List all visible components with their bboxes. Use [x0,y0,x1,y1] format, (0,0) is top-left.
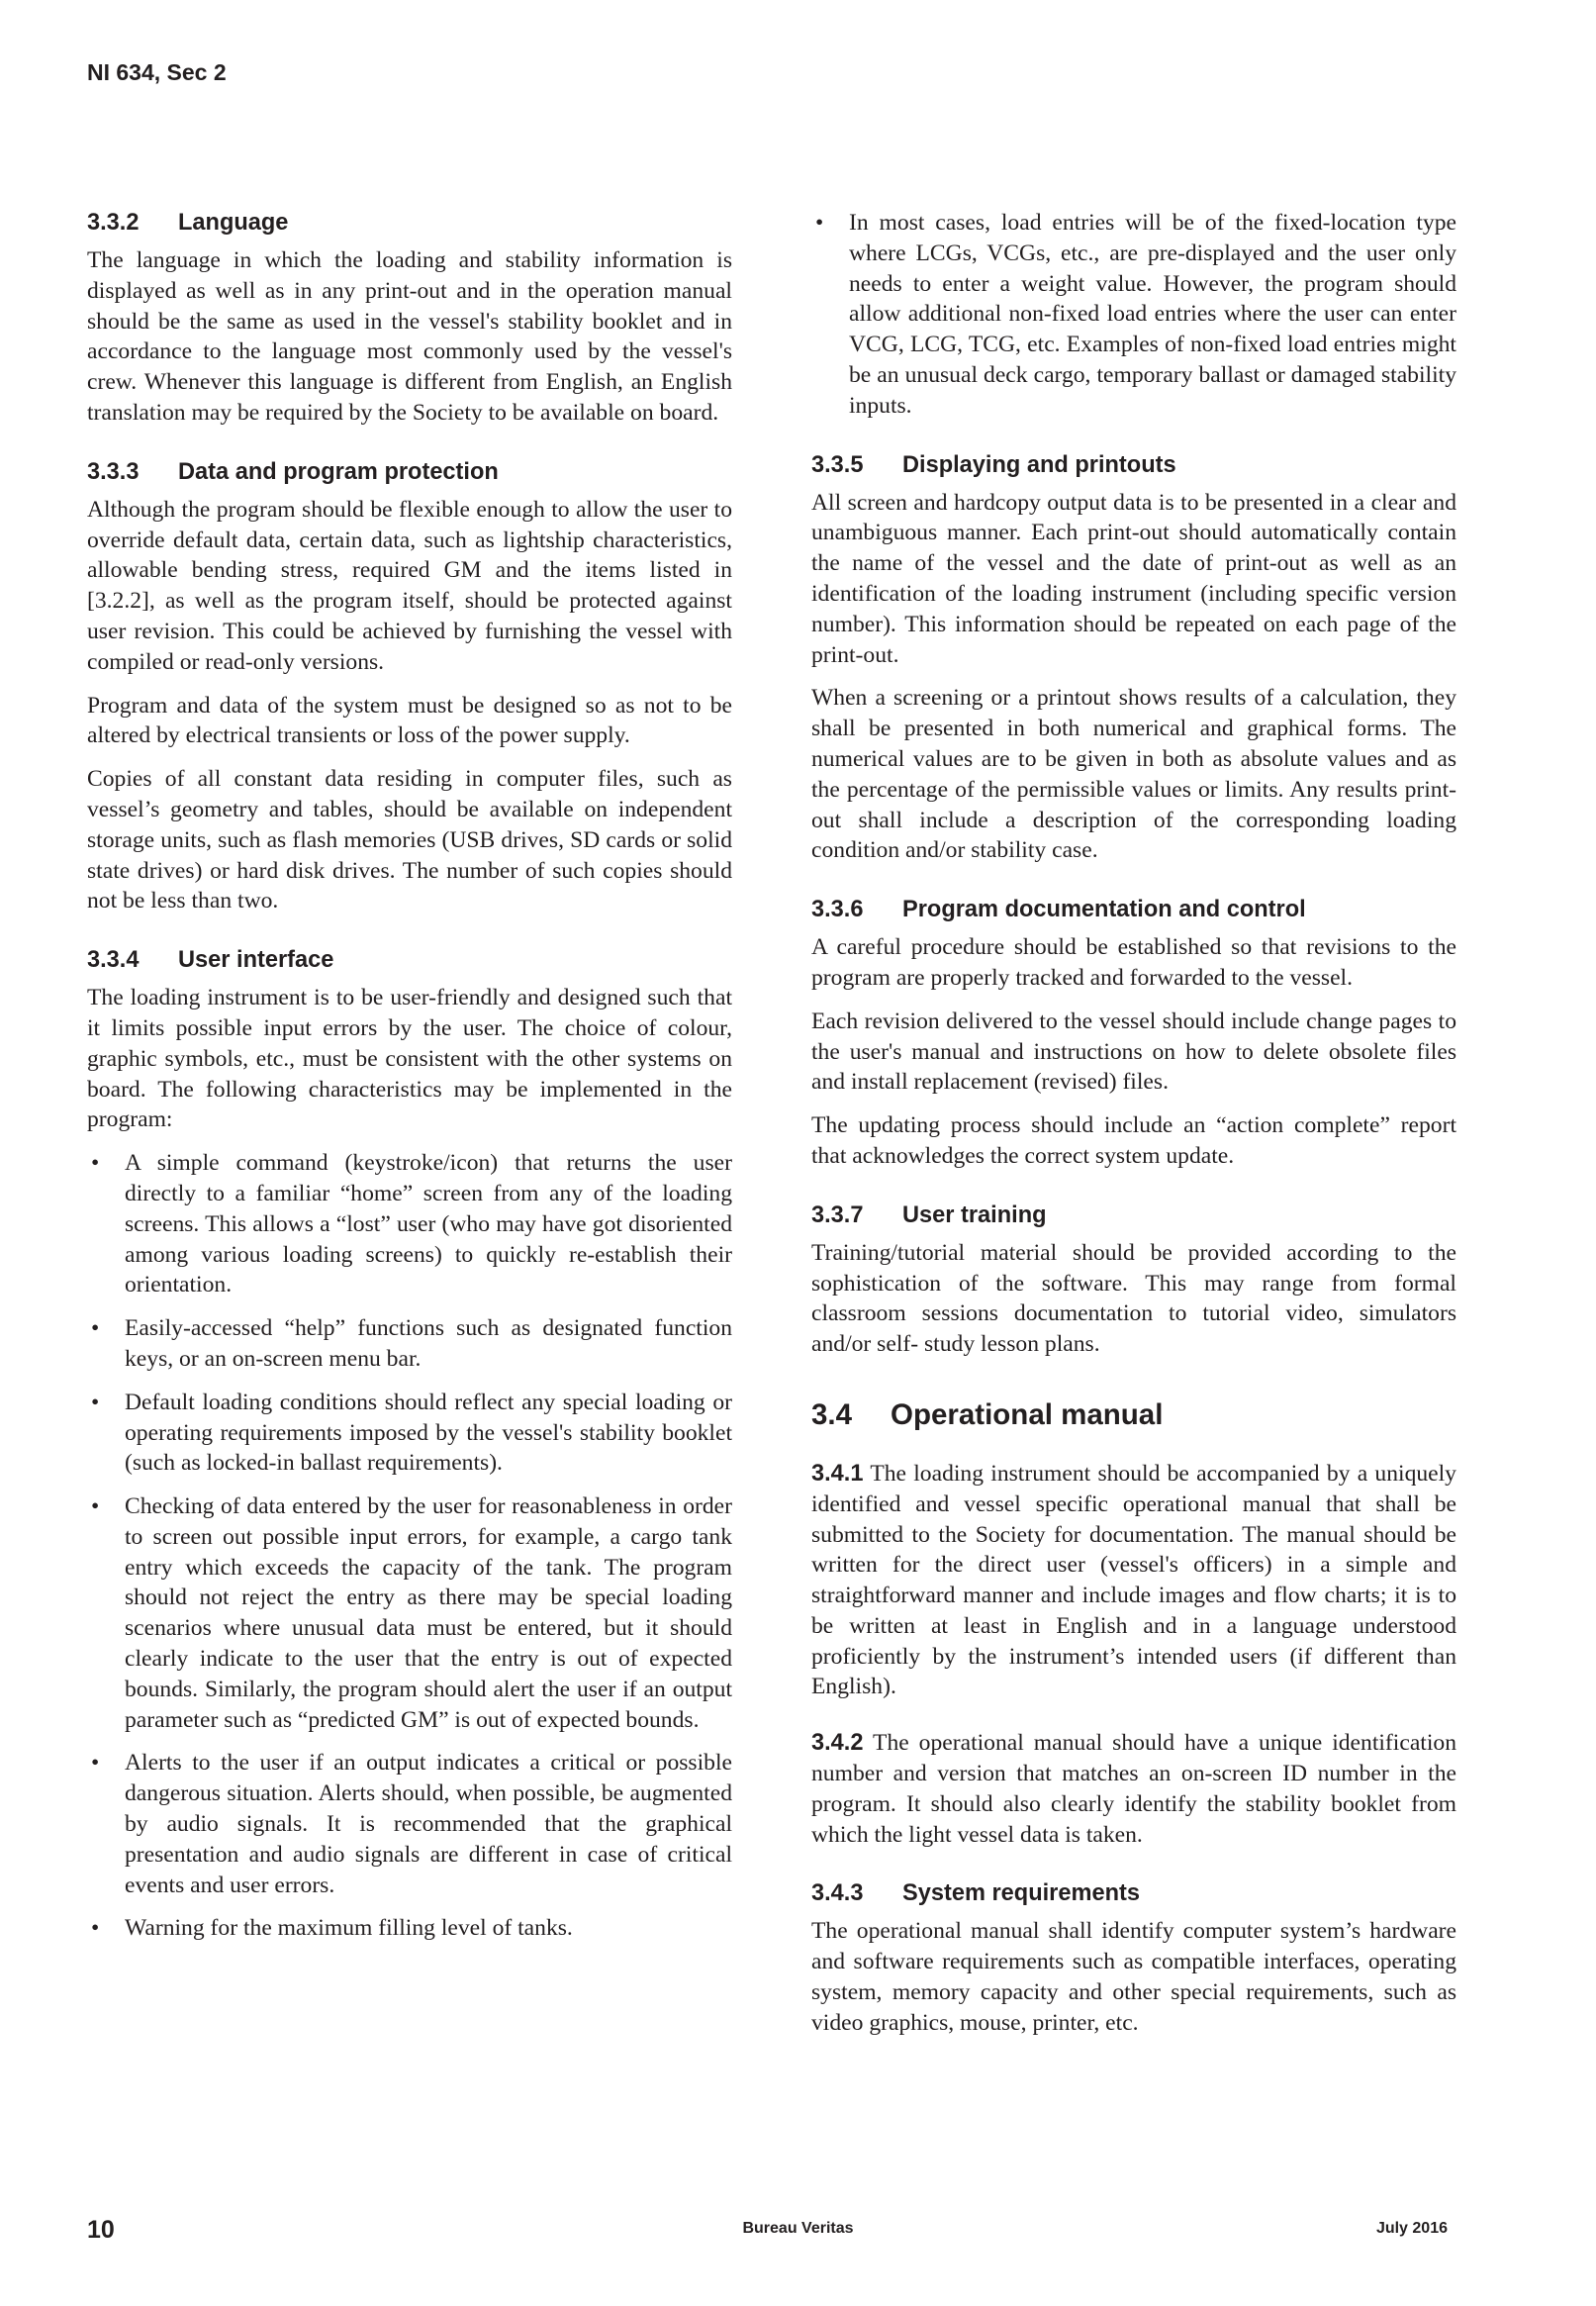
list-item: • Easily-accessed “help” functions such as designated function keys, or an on-screen menu bar. [87,1313,732,1375]
section-number: 3.3.2 [87,210,140,236]
paragraph-text: The operational manual should have a unique identification number and version that matches an on-screen ID number in the program. It should also clearly identify the stability booklet from which the light vessel data is taken. [811,1730,1456,1848]
section-title: Data and program protection [178,458,499,485]
section-number: 3.3.4 [87,947,140,974]
paragraph: Training/tutorial material should be provided according to the sophistication of the software. This may range from formal classroom sessions documentation to tutorial video, simulators and/or self- study lesson plans. [811,1239,1456,1358]
bullet-list [87,1148,732,1944]
paragraph-number: 3.4.1 [811,1460,864,1487]
left-column [87,208,732,1957]
section-number: 3.3.7 [811,1201,864,1228]
section-heading-3-3-4 [87,945,732,975]
section-title: Program documentation and control [902,897,1306,923]
section-heading-3-3-6 [811,895,1456,924]
section-heading-3-3-2 [87,208,732,238]
paragraph-number: 3.4.2 [811,1730,864,1757]
list-item: • Checking of data entered by the user for reasonableness in order to screen out possible input errors, for example, a cargo tank entry which exceeds the capacity of the tank. The program should not reject the entry as there may be special loading scenarios where unusual data must be entered, but it should clearly indicate to the user that the entry is out of expected bounds. Similarly, the program should alert the user if an output parameter such as “predicted GM” is out of expected bounds. [87,1491,732,1735]
footer-publisher: Bureau Veritas [742,2220,854,2237]
section-heading-3-4-3 [811,1878,1456,1908]
section-title: System requirements [902,1880,1140,1907]
section-number: 3.3.3 [87,458,140,485]
paragraph-3-4-2 [811,1728,1456,1850]
section-heading-3-3-3 [87,457,732,487]
paragraph: A careful procedure should be established so that revisions to the program are properly tracked and forwarded to the vessel. [811,934,1456,991]
list-item: • Alerts to the user if an output indicates a critical or possible dangerous situation. Alerts should, when possible, be augmented by audio signals. It is recommended that the graphical presentation and audio signals are different in case of critical events and user errors. [87,1748,732,1900]
section-heading-3-3-5 [811,450,1456,480]
paragraph: The loading instrument is to be user-friendly and designed such that it limits possible input errors by the user. The choice of colour, graphic symbols, etc., must be consistent with the other systems on board. The following characteristics may be implemented in the program: [87,985,732,1133]
section-title: Displaying and printouts [902,451,1176,478]
paragraph: The language in which the loading and stability information is displayed as well as in any print-out and in the operation manual should be the same as used in the vessel's stability booklet and in accordance to the language most commonly used by the vessel's crew. Whenever this language is different from English, an English translation may be required by the Society to be available on board. [87,247,732,426]
section-title: Language [178,210,289,236]
section-number: 3.4 [811,1397,853,1431]
section-title: User training [902,1201,1047,1228]
paragraph: The operational manual shall identify computer system’s hardware and software requirements such as compatible interfaces, operating system, memory capacity and other special requirements, such as video graphics, mouse, printer, etc. [811,1918,1456,2036]
section-number: 3.3.5 [811,451,864,478]
page-number: 10 [87,2216,115,2244]
list-item: • Warning for the maximum filling level of tanks. [87,1913,732,1944]
paragraph: Each revision delivered to the vessel should include change pages to the user's manual and instructions on how to delete obsolete files and install replacement (revised) files. [811,1008,1456,1096]
paragraph: Program and data of the system must be designed so as not to be altered by electrical transients or loss of the power supply. [87,692,732,749]
paragraph: Copies of all constant data residing in computer files, such as vessel’s geometry and tables, should be available on independent storage units, such as flash memories (USB drives, SD cards or solid state drives) or hard disk drives. The number of such copies should not be less than two. [87,766,732,914]
paragraph: When a screening or a printout shows results of a calculation, they shall be presented in both numerical and graphical forms. The numerical values are to be given in both as absolute values and as the percentage of the permissible values or limits. Any results print-out shall include a description of the corresponding loading condition and/or stability case. [811,685,1456,864]
list-item: • In most cases, load entries will be of the fixed-location type where LCGs, VCGs, etc., are pre-displayed and the user only needs to enter a weight value. However, the program should allow additional non-fixed load entries where the user can enter VCG, LCG, TCG, etc. Examples of non-fixed load entries might be an unusual deck cargo, temporary ballast or damaged stability inputs. [811,208,1456,422]
section-title: User interface [178,947,334,974]
section-heading-3-4 [811,1397,1456,1433]
list-item: • A simple command (keystroke/icon) that returns the user directly to a familiar “home” screen from any of the loading screens. This allows a “lost” user (who may have got disoriented among various loading screens) to quickly re-establish their orientation. [87,1148,732,1300]
paragraph: The updating process should include an “action complete” report that acknowledges the correct system update. [811,1112,1456,1169]
paragraph-text: The loading instrument should be accompanied by a uniquely identified and vessel specific operational manual that shall be submitted to the Society for documentation. The manual should be written for the direct user (vessel's officers) in a simple and straightforward manner and include images and flow charts; it is to be written at least in English and in a language understood proficiently by the instrument’s intended users (if different than English). [811,1460,1456,1700]
footer-date: July 2016 [1375,2220,1448,2237]
paragraph: Although the program should be flexible enough to allow the user to override default data, certain data, such as lightship characteristics, allowable bending stress, required GM and the items listed in [3.2.2], as well as the program itself, should be protected against user revision. This could be achieved by furnishing the vessel with compiled or read-only versions. [87,496,732,675]
section-heading-3-3-7 [811,1201,1456,1230]
section-number: 3.3.6 [811,897,864,923]
paragraph: All screen and hardcopy output data is to be presented in a clear and unambiguous manner. Each print-out should automatically contain the name of the vessel and the date of print-out as well as an identification of the loading instrument (including specific version number). This information should be repeated on each page of the print-out. [811,489,1456,668]
section-title: Operational manual [891,1397,1164,1431]
paragraph-3-4-1 [811,1459,1456,1702]
bullet-list-continued [811,208,1456,422]
section-number: 3.4.3 [811,1880,864,1907]
list-item: • Default loading conditions should reflect any special loading or operating requirements imposed by the vessel's stability booklet (such as locked-in ballast requirements). [87,1388,732,1479]
right-column [811,208,1456,2052]
running-head: NI 634, Sec 2 [87,59,227,85]
